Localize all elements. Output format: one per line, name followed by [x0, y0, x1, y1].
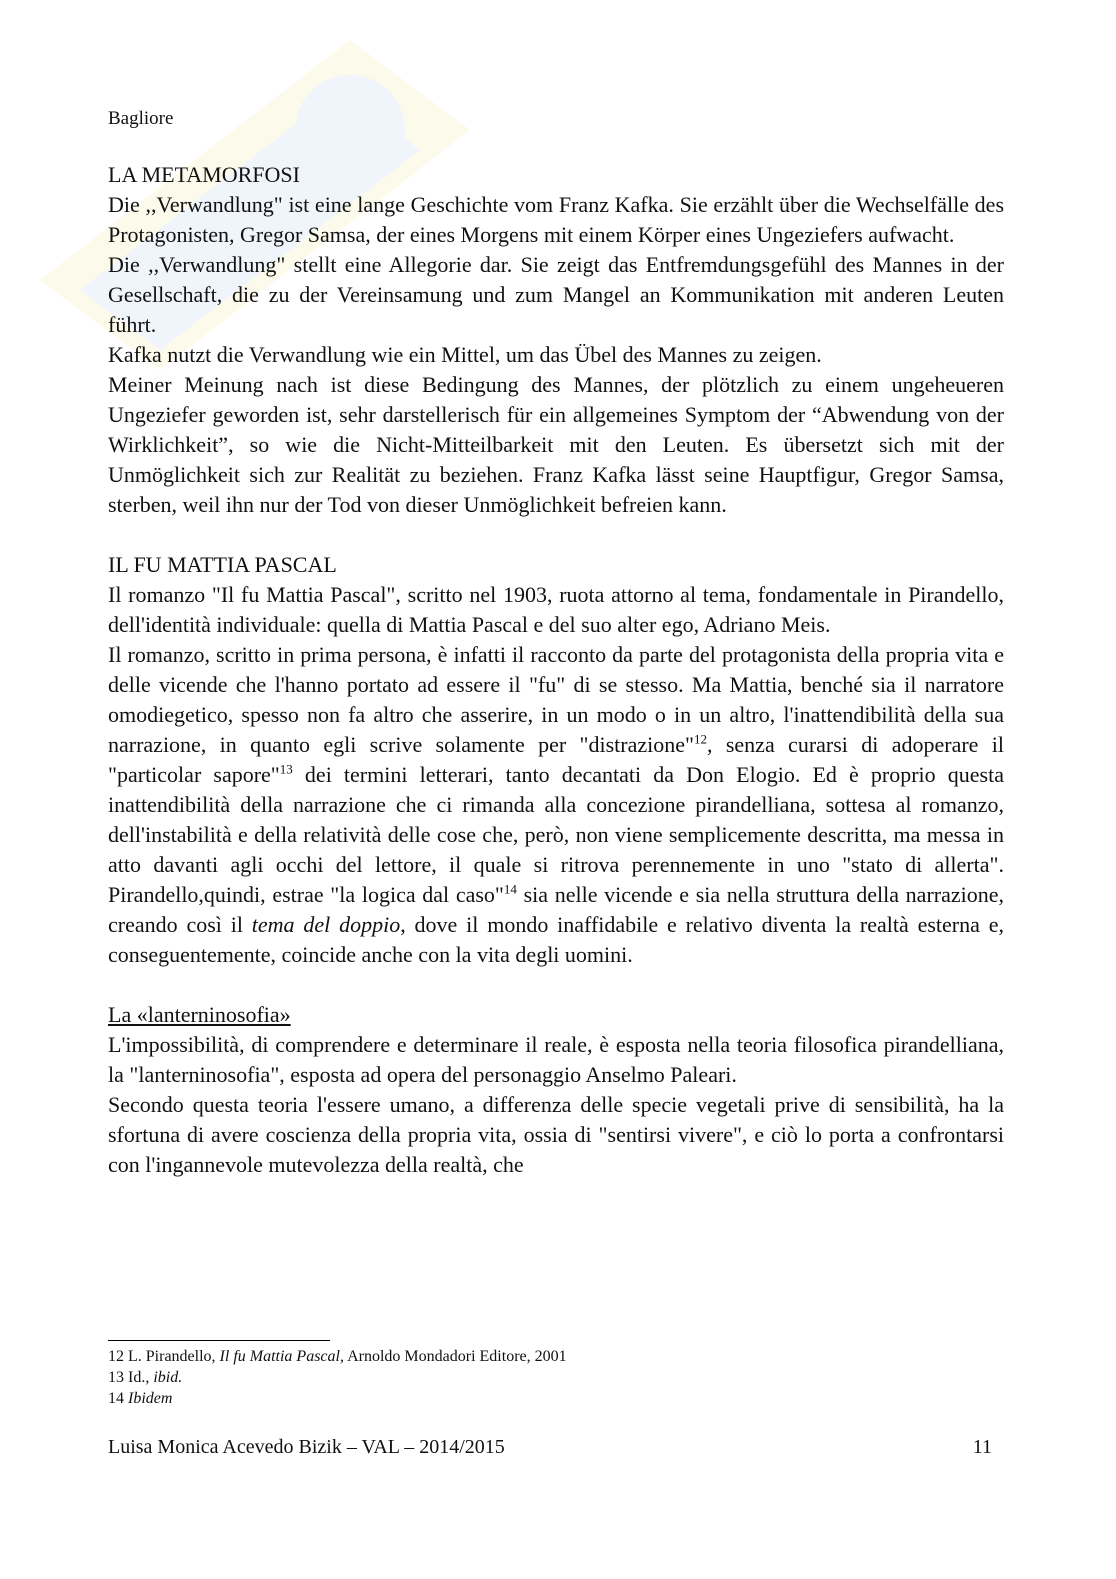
page-number: 11	[972, 1436, 992, 1458]
footnote-divider	[108, 1340, 330, 1341]
paragraph: Meiner Meinung nach ist diese Bedingung des Mannes, der plötzlich zu einem ungeheueren Ungeziefer geworden ist, sehr darstellerisch für ein allgemeines Symptom der “Abwendung von der Wirklichkeit”, so wie die Nicht-Mitteilbarkeit mit den Leuten. Es übersetzt sich mit der Unmöglichkeit sich zur Realität zu beziehen. Franz Kafka lässt seine Hauptfigur, Gregor Samsa, sterben, weil ihn nur der Tod von dieser Unmöglichkeit befreien kann.	[108, 372, 1004, 517]
footnotes	[108, 1346, 567, 1409]
footnote-ref-13: 13	[279, 761, 293, 777]
footnote-13: 13 Id., ibid.	[108, 1369, 183, 1386]
section-title-lanterninosofia: La «lanterninosofia»	[108, 1002, 291, 1027]
paragraph: Il romanzo "Il fu Mattia Pascal", scritto nel 1903, ruota attorno al tema, fondamentale in Pirandello, dell'identità individuale: quella di Mattia Pascal e del suo alter ego, Adriano Meis.	[108, 582, 1004, 637]
section-title-metamorfosi: LA METAMORFOSI	[108, 162, 300, 187]
section-title-pascal: IL FU MATTIA PASCAL	[108, 552, 337, 577]
paragraph: Il romanzo, scritto in prima persona, è infatti il racconto da parte del protagonista della propria vita e delle vicende che l'hanno portato ad essere il "fu" di se stesso. Ma Mattia, benché sia il narratore omodiegetico, spesso non fa altro che asserire, in un modo o in un altro, l'inattendibilità della sua narrazione, in quanto egli scrive solamente per "distrazione"$^{12}$, senza curarsi di adoperare il "particolar sapore"$^{13}$ dei termini letterari, tanto decantati da Don Elogio. Ed è proprio questa inattendibilità della narrazione che ci rimanda alla concezione pirandelliana, sottesa al romanzo, dell'instabilità e della relatività delle cose che, però, non viene semplicemente descritta, ma messa in atto davanti agli occhi del lettore, il quale si ritrova perennemente in uno "stato di allerta". Pirandello,quindi, estrae "la logica dal caso"$^{14}$ sia nelle vicende e sia nella struttura della narrazione, creando così il tema del doppio, dove il mondo inaffidabile e relativo diventa la realtà esterna e, conseguentemente, coincide anche con la vita degli uomini.	[108, 642, 1004, 967]
running-header: Bagliore	[108, 108, 174, 129]
paragraph: Die ,,Verwandlung" stellt eine Allegorie dar. Sie zeigt das Entfremdungsgefühl des Mannes in der Gesellschaft, die zu der Vereinsamung und zum Mangel an Kommunikation mit anderen Leuten führt.	[108, 252, 1004, 337]
paragraph: L'impossibilità, di comprendere e determinare il reale, è esposta nella teoria filosofica pirandelliana, la "lanterninosofia", esposta ad opera del personaggio Anselmo Paleari.	[108, 1032, 1004, 1087]
footnote-ref-14: 14	[503, 881, 517, 897]
paragraph: Kafka nutzt die Verwandlung wie ein Mittel, um das Übel des Mannes zu zeigen.	[108, 342, 822, 367]
page-footer	[108, 1436, 992, 1459]
paragraph: Secondo questa teoria l'essere umano, a differenza delle specie vegetali prive di sensibilità, ha la sfortuna di avere coscienza della propria vita, ossia di "sentirsi vivere", e ciò lo porta a confrontarsi con l'ingannevole mutevolezza della realtà, che	[108, 1092, 1004, 1177]
paragraph: Die ,,Verwandlung" ist eine lange Geschichte vom Franz Kafka. Sie erzählt über die Wechselfälle des Protagonisten, Gregor Samsa, der eines Morgens mit einem Körper eines Ungeziefers aufwacht.	[108, 192, 1004, 247]
footnote-12: 12 L. Pirandello, Il fu Mattia Pascal, Arnoldo Mondadori Editore, 2001	[108, 1348, 567, 1365]
main-content	[108, 160, 1004, 1180]
footer-author: Luisa Monica Acevedo Bizik – VAL – 2014/2015	[108, 1436, 505, 1458]
footnote-14: 14 Ibidem	[108, 1390, 173, 1407]
footnote-ref-12: 12	[694, 731, 708, 747]
